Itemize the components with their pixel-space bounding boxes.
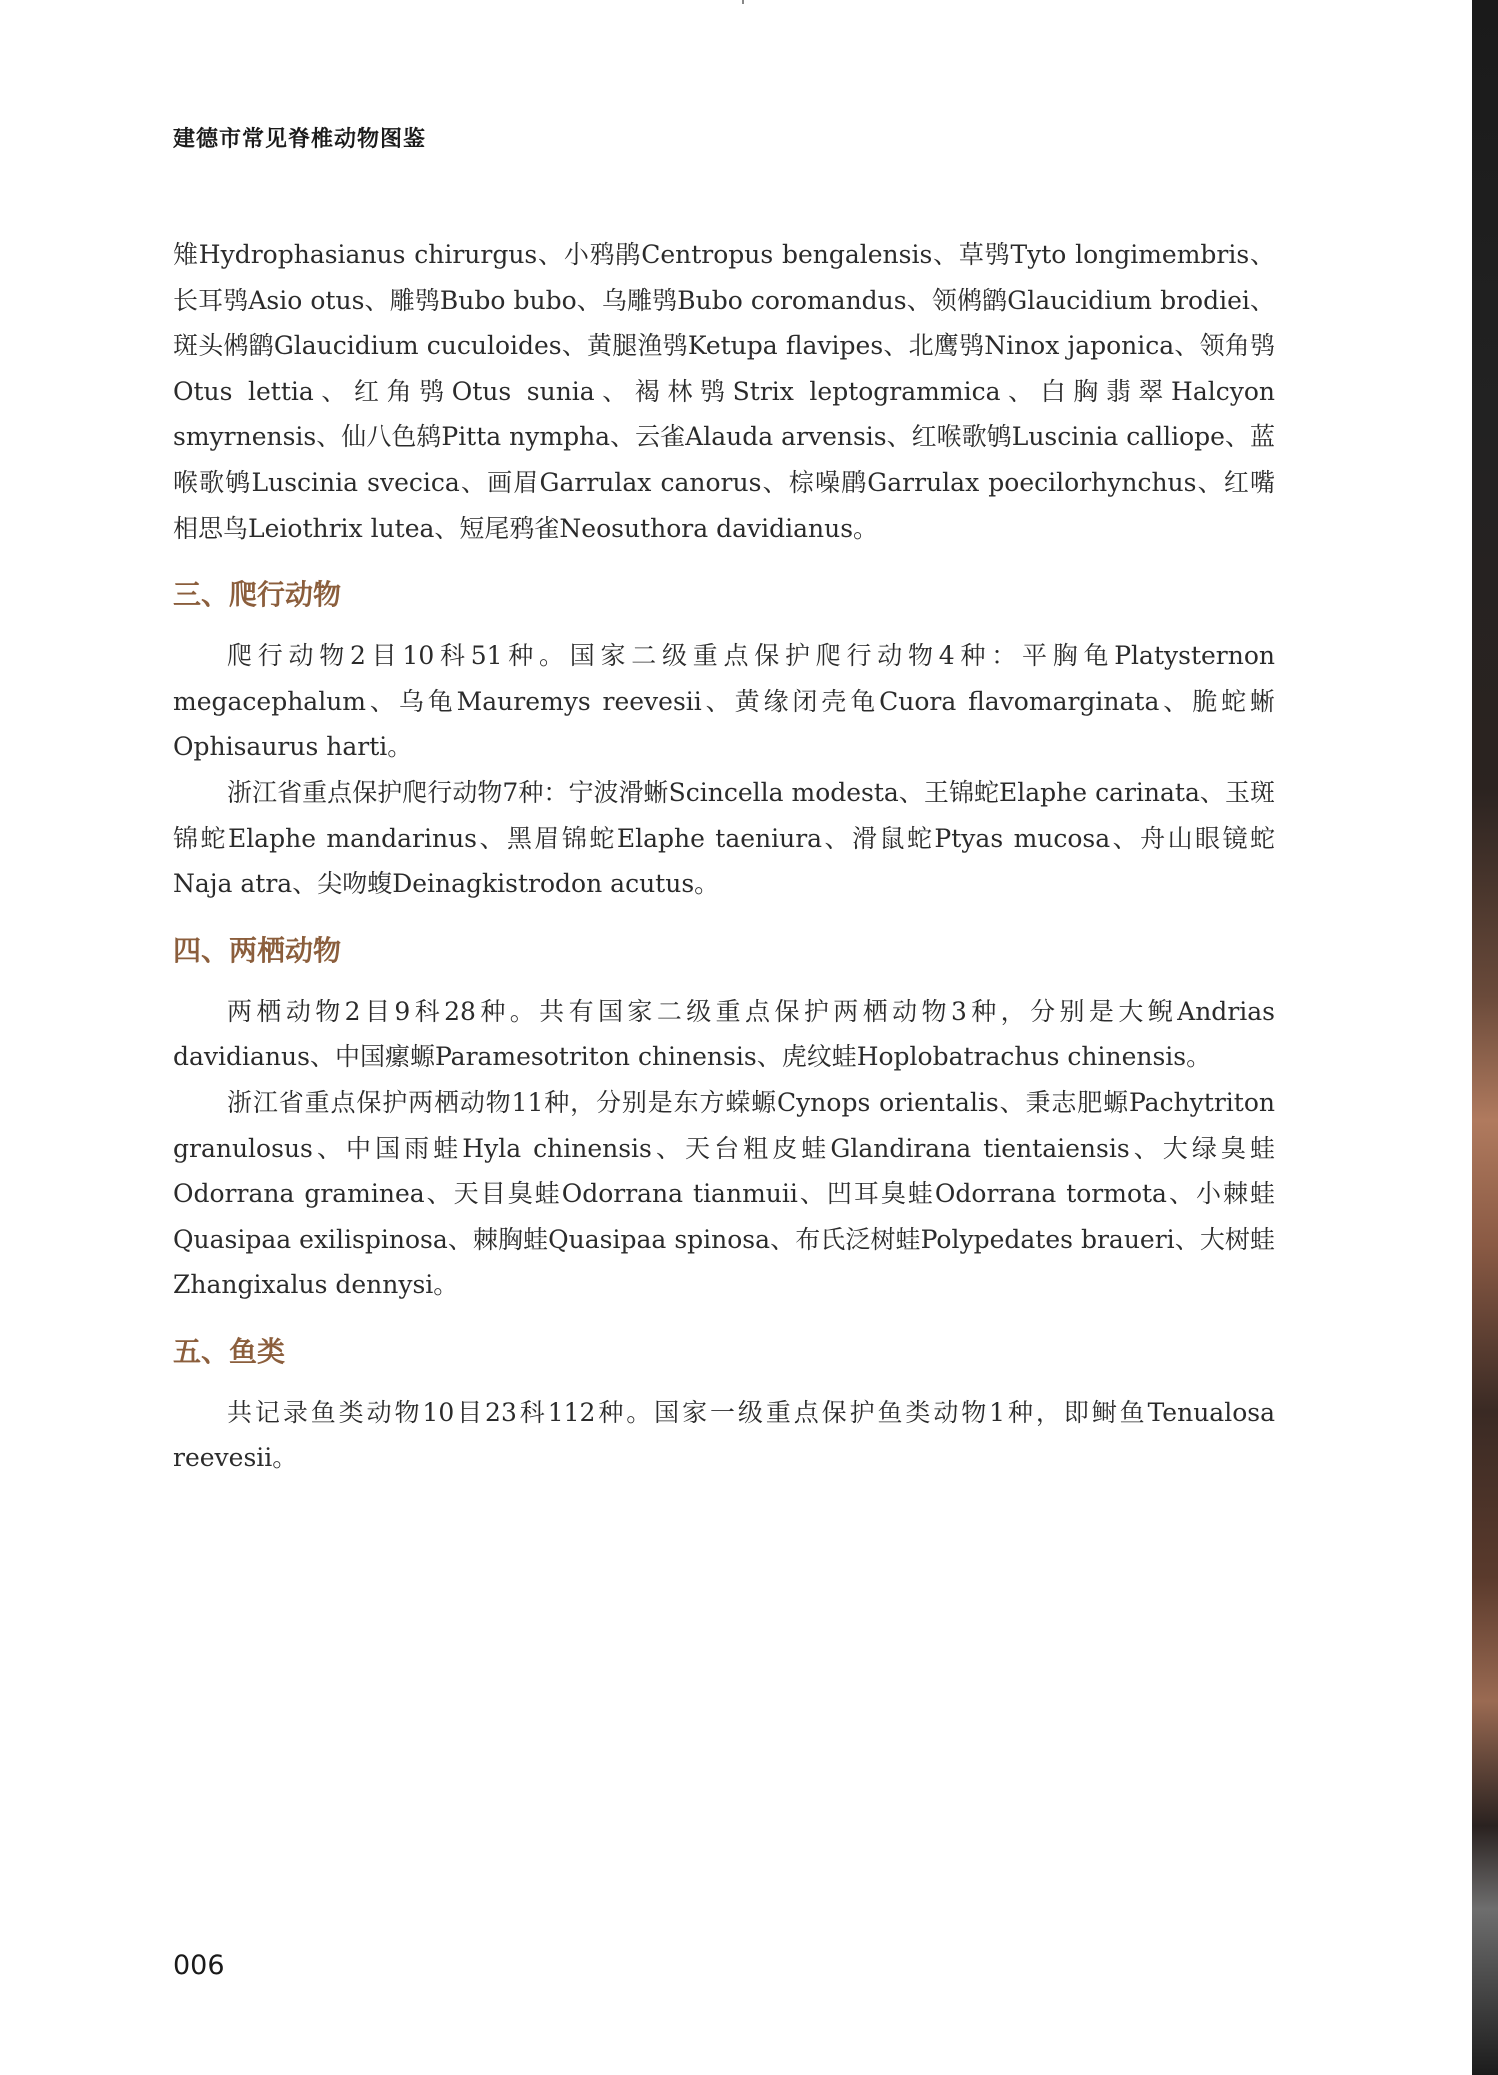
main-content bbox=[173, 232, 1275, 1481]
reptiles-paragraph-2: 浙江省重点保护爬行动物7种：宁波滑蜥Scincella modesta、王锦蛇Elaphe carinata、玉斑锦蛇Elaphe mandarinus、黑眉锦蛇Elaphe taeniura、滑鼠蛇Ptyas mucosa、舟山眼镜蛇Naja atra、尖吻蝮Deinagkistrodon acutus。 bbox=[173, 777, 1275, 899]
adjacent-page-photo-edge bbox=[1472, 0, 1498, 2075]
amphibians-paragraph-1: 两栖动物2目9科28种。共有国家二级重点保护两栖动物3种，分别是大鲵Andrias davidianus、中国瘰螈Paramesotriton chinensis、虎纹蛙Hoplobatrachus chinensis。 bbox=[173, 996, 1275, 1072]
section-title-amphibians: 四、两栖动物 bbox=[173, 933, 342, 967]
fish-paragraph-1: 共记录鱼类动物10目23科112种。国家一级重点保护鱼类动物1种，即鲥鱼Tenualosa reevesii。 bbox=[173, 1397, 1275, 1473]
reptiles-paragraph-1: 爬行动物2目10科51种。国家二级重点保护爬行动物4种：平胸龟Platysternon megacephalum、乌龟Mauremys reevesii、黄缘闭壳龟Cuora flavomarginata、脆蛇蜥Ophisaurus harti。 bbox=[173, 641, 1275, 762]
birds-continued-paragraph: 雉Hydrophasianus chirurgus、小鸦鹃Centropus bengalensis、草鸮Tyto longimembris、长耳鸮Asio otus、雕鸮Bubo bubo、乌雕鸮Bubo coromandus、领鸺鹠Glaucidium brodiei、斑头鸺鹠Glaucidium cuculoides、黄腿渔鸮Ketupa flavipes、北鹰鸮Ninox japonica、领角鸮Otus lettia、红角鸮Otus sunia、褐林鸮Strix leptogrammica、白胸翡翠Halcyon smyrnensis、仙八色鸫Pitta nympha、云雀Alauda arvensis、红喉歌鸲Luscinia calliope、蓝喉歌鸲Luscinia svecica、画眉Garrulax canorus、棕噪鹛Garrulax poecilorhynchus、红嘴相思鸟Leiothrix lutea、短尾鸦雀Neosuthora davidianus。 bbox=[173, 240, 1275, 543]
page-number: 006 bbox=[173, 1950, 225, 1981]
running-header: 建德市常见脊椎动物图鉴 bbox=[173, 126, 427, 152]
section-title-reptiles: 三、爬行动物 bbox=[173, 578, 342, 612]
amphibians-paragraph-2: 浙江省重点保护两栖动物11种，分别是东方蝾螈Cynops orientalis、秉志肥螈Pachytriton granulosus、中国雨蛙Hyla chinensis、天台粗皮蛙Glandirana tientaiensis、大绿臭蛙Odorrana graminea、天目臭蛙Odorrana tianmuii、凹耳臭蛙Odorrana tormota、小棘蛙Quasipaa exilispinosa、棘胸蛙Quasipaa spinosa、布氏泛树蛙Polypedates braueri、大树蛙Zhangixalus dennysi。 bbox=[173, 1087, 1275, 1300]
section-title-fish: 五、鱼类 bbox=[173, 1334, 286, 1368]
crop-mark bbox=[742, 0, 744, 4]
